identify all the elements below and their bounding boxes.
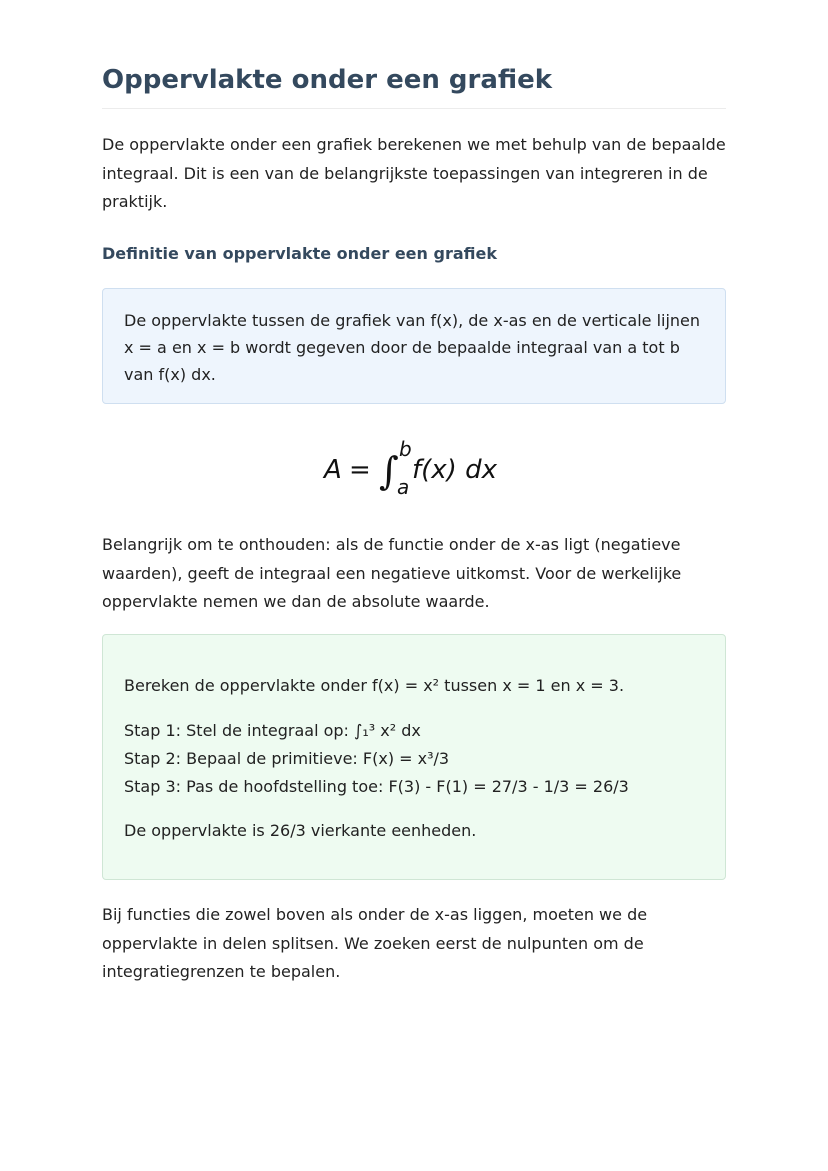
example-answer: De oppervlakte is 26/3 vierkante eenheden. [124,821,477,840]
page-title: Oppervlakte onder een grafiek [102,65,553,95]
integral-sign: ∫ [379,449,399,493]
formula-integrand: f(x) dx [412,455,497,485]
definition-text: De oppervlakte tussen de grafiek van f(x), de x-as en de verticale lijnen x = a en x = b wordt gegeven door de bepaalde integraal van a tot b van f(x) dx. [124,311,701,384]
example-box [102,634,726,880]
title-divider [102,108,726,109]
note-paragraph: Belangrijk om te onthouden: als de functie onder de x-as ligt (negatieve waarden), geeft de integraal een negatieve uitkomst. Voor de werkelijke oppervlakte nemen we dan de absolute waarde. [102,535,682,611]
example-question: Bereken de oppervlakte onder f(x) = x² tussen x = 1 en x = 3. [124,676,625,695]
definition-box [102,288,726,404]
outro-paragraph: Bij functies die zowel boven als onder de x-as liggen, moeten we de oppervlakte in delen splitsen. We zoeken eerst de nulpunten om de integratiegrenzen te bepalen. [102,905,648,981]
example-step-3: Stap 3: Pas de hoofdstelling toe: F(3) - F(1) = 27/3 - 1/3 = 26/3 [124,777,629,796]
upper-limit: b [399,437,412,461]
example-step-2: Stap 2: Bepaal de primitieve: F(x) = x³/3 [124,749,450,768]
formula-svg [320,432,520,502]
formula-lhs: A [324,455,342,485]
intro-paragraph: De oppervlakte onder een grafiek berekenen we met behulp van de bepaalde integraal. Dit is een van de belangrijkste toepassingen van integreren in de praktijk. [102,135,726,211]
example-step-1: Stap 1: Stel de integraal op: ∫₁³ x² dx [124,721,421,740]
lower-limit: a [397,475,410,499]
definition-heading: Definitie van oppervlakte onder een grafiek [102,244,497,263]
integral-formula [102,432,726,502]
formula-equals: = [349,455,371,485]
